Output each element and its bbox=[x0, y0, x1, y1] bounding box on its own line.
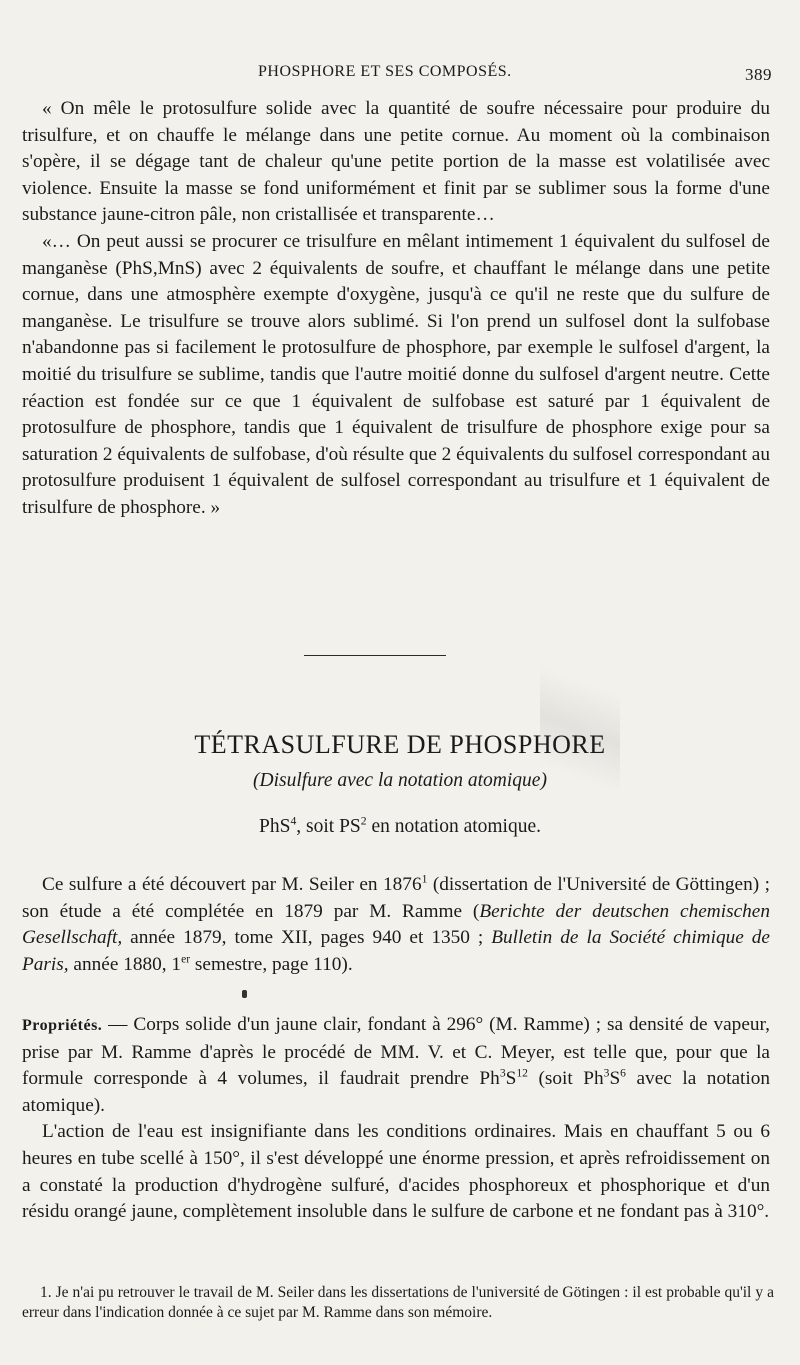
footnote bbox=[22, 1283, 774, 1323]
running-header bbox=[0, 63, 800, 89]
properties-paragraph-2: L'action de l'eau est insignifiante dans les conditions ordinaires. Mais en chauffant 5 ou 6 heures en tube scellé à 150°, il s'est développé une énorme pression, et après refroidissement on a constaté la production d'hydrogène sulfuré, d'acides phosphoreux et phosphorique et d'un résidu orangé jaune, complètement insoluble dans le sulfure de carbone et ne fondant pas à 310°. bbox=[22, 1121, 770, 1223]
formula-mid: , soit PS bbox=[296, 816, 361, 837]
running-title: PHOSPHORE ET SES COMPOSÉS. bbox=[258, 63, 512, 80]
section-divider bbox=[304, 655, 446, 656]
properties-paragraph-1 bbox=[22, 1012, 770, 1119]
footnote-reference: 1 bbox=[421, 872, 428, 886]
quote-paragraph-1: « On mêle le protosulfure solide avec la quantité de soufre nécessaire pour produire du trisulfure, et on chauffe le mélange dans une petite cornue. Au moment où la combinaison s'opère, il se dégage tant de chaleur qu'une petite portion de la masse est volatilisée avec violence. Ensuite la masse se fond uniformément et finit par se sublimer sous la forme d'une substance jaune-citron pâle, non cristallisée et transparente… bbox=[22, 98, 770, 226]
section-heading: TÉTRASULFURE DE PHOSPHORE bbox=[194, 730, 606, 759]
page-number: 389 bbox=[745, 65, 772, 84]
properties-text-d: S bbox=[609, 1068, 621, 1090]
ordinal-sup: er bbox=[181, 952, 191, 966]
properties-label: Propriétés. bbox=[22, 1017, 103, 1034]
discovery-paragraph bbox=[22, 872, 770, 978]
section-subheading: (Disulfure avec la notation atomique) bbox=[253, 770, 547, 791]
properties-sup-3: 3 bbox=[603, 1066, 610, 1080]
formula-main: PhS bbox=[258, 816, 291, 837]
properties-section bbox=[22, 1012, 770, 1226]
properties-text-c: (soit Ph bbox=[527, 1068, 604, 1090]
footnote-mark: 1. bbox=[40, 1284, 52, 1301]
discovery-text-4: année 1880, 1 bbox=[68, 953, 182, 975]
journal-bulletin: Bulletin de la Société chimique de Paris, bbox=[22, 927, 770, 975]
formula-mid-sup: 2 bbox=[360, 814, 367, 828]
ink-mark bbox=[242, 990, 247, 998]
discovery-text-2: (dissertation de l'Université de Göttingen) ; son étude a été complétée en 1879 par M. Ramme ( bbox=[22, 874, 770, 922]
properties-sup-2: 12 bbox=[516, 1066, 528, 1080]
properties-text-a: — Corps solide d'un jaune clair, fondant à 296° (M. Ramme) ; sa densité de vapeur, prise par M. Ramme d'après le procédé de MM. V. et C. Meyer, est telle que, pour que la formule corresponde à 4 volumes, il faudrait prendre Ph bbox=[22, 1014, 770, 1090]
footnote-text: Je n'ai pu retrouver le travail de M. Seiler dans les dissertations de l'université de Götingen : il est probable qu'il y a erreur dans l'indication donnée à ce sujet par M. Ramme dans son mémoire. bbox=[22, 1284, 774, 1321]
journal-berichte: Berichte der deutschen chemischen Gesellschaft, bbox=[22, 900, 770, 949]
formula-main-sup: 4 bbox=[290, 814, 297, 828]
formula-tail: en notation atomique. bbox=[366, 816, 542, 837]
section-formula bbox=[0, 816, 800, 838]
discovery-text-1: Ce sulfure a été découvert par M. Seiler en 1876 bbox=[42, 874, 422, 895]
properties-text-b: S bbox=[505, 1068, 517, 1090]
discovery-text-5: semestre, page 110). bbox=[190, 953, 353, 975]
discovery-text-3: année 1879, tome XII, pages 940 et 1350 ; bbox=[122, 927, 492, 949]
quoted-passage bbox=[22, 96, 770, 522]
properties-sup-4: 6 bbox=[620, 1066, 626, 1080]
properties-sup-1: 3 bbox=[499, 1066, 506, 1080]
quote-paragraph-2: «… On peut aussi se procurer ce trisulfure en mêlant intimement 1 équivalent du sulfosel de manganèse (PhS,MnS) avec 2 équivalents de soufre, et chauffant le mélange dans une petite cornue, dans une atmosphère exempte d'oxygène, jusqu'à ce qu'il ne reste que du sulfure de manganèse. Le trisulfure se trouve alors sublimé. Si l'on prend un sulfosel dont la sulfobase n'abandonne pas si facilement le protosulfure de phosphore, par exemple le sulfosel d'argent, la moitié du trisulfure se sublime, tandis que l'autre moitié donne du sulfosel d'argent neutre. Cette réaction est fondée sur ce que 1 équivalent de sulfobase est saturé par 1 équivalent de protosulfure de phosphore, tandis que 1 équivalent de trisulfure de phosphore exige pour sa saturation 2 équivalents de sulfobase, d'où résulte que 2 équivalents du sulfosel correspondant au protosulfure produisent 1 équivalent de sulfosel correspondant au trisulfure et 1 équivalent de trisulfure de phosphore. » bbox=[22, 230, 770, 518]
properties-text-e: avec la notation atomique). bbox=[22, 1068, 770, 1116]
